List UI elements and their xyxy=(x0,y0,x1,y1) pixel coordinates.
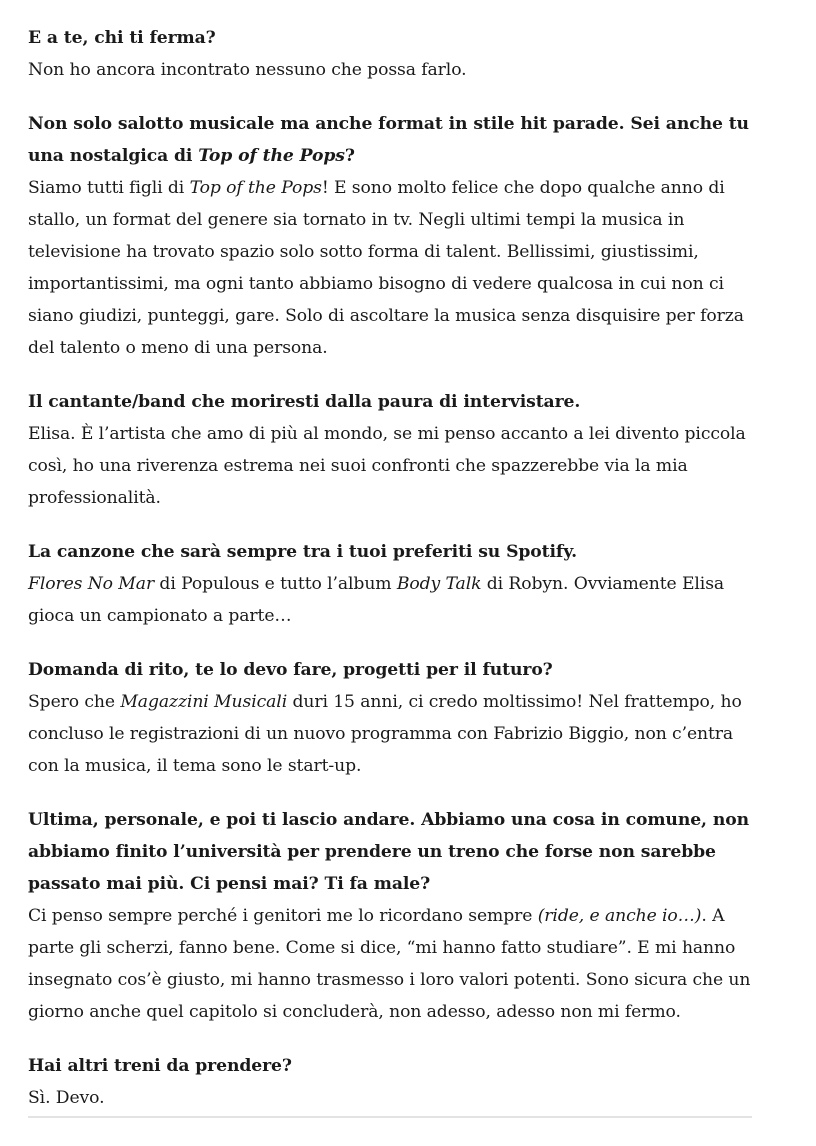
answer-1: Non ho ancora incontrato nessuno che possa farlo. xyxy=(28,60,467,80)
question-3: Il cantante/band che moriresti dalla paura di intervistare. xyxy=(28,392,581,412)
answer-5: Spero che Magazzini Musicali duri 15 anni, ci credo moltissimo! Nel frattempo, ho concluso le registrazioni di un nuovo programma con Fabrizio Biggio, non c’entra con la musica, il tema sono le start-up. xyxy=(28,692,742,776)
question-5: Domanda di rito, te lo devo fare, progetti per il futuro? xyxy=(28,660,553,680)
question-7: Hai altri treni da prendere? xyxy=(28,1056,292,1076)
qa-block-2 xyxy=(28,108,768,364)
answer-2: Siamo tutti figli di Top of the Pops! E sono molto felice che dopo qualche anno di stallo, un format del genere sia tornato in tv. Negli ultimi tempi la musica in televisione ha trovato spazio solo sotto forma di talent. Bellissimi, giustissimi, importantissimi, ma ogni tanto abbiamo bisogno di vedere qualcosa in cui non ci siano giudizi, punteggi, gare. Solo di ascoltare la musica senza disquisire per forza del talento o meno di una persona. xyxy=(28,178,744,358)
qa-block-1 xyxy=(28,22,768,86)
qa-block-7 xyxy=(28,1050,768,1114)
answer-7: Sì. Devo. xyxy=(28,1088,105,1108)
answer-6: Ci penso sempre perché i genitori me lo ricordano sempre (ride, e anche io…). A parte gli scherzi, fanno bene. Come si dice, “mi hanno fatto studiare”. E mi hanno insegnato cos’è giusto, mi hanno trasmesso i loro valori potenti. Sono sicura che un giorno anche quel capitolo si concluderà, non adesso, adesso non mi fermo. xyxy=(28,906,751,1022)
stage-direction: (ride, e anche io…) xyxy=(537,906,702,926)
answer-4: Flores No Mar di Populous e tutto l’album Body Talk di Robyn. Ovviamente Elisa gioca un campionato a parte… xyxy=(28,574,725,626)
show-title-top-of-the-pops: Top of the Pops xyxy=(198,146,345,166)
qa-block-5 xyxy=(28,654,768,782)
album-title: Body Talk xyxy=(396,574,482,594)
question-2: Non solo salotto musicale ma anche format in stile hit parade. Sei anche tu una nostalgica di Top of the Pops? xyxy=(28,114,749,166)
question-1: E a te, chi ti ferma? xyxy=(28,28,216,48)
show-title-magazzini-musicali: Magazzini Musicali xyxy=(120,692,288,712)
song-title: Flores No Mar xyxy=(28,574,155,594)
question-6: Ultima, personale, e poi ti lascio andare. Abbiamo una cosa in comune, non abbiamo finito l’università per prendere un treno che forse non sarebbe passato mai più. Ci pensi mai? Ti fa male? xyxy=(28,810,749,894)
qa-block-3 xyxy=(28,386,768,514)
qa-block-4 xyxy=(28,536,768,632)
bottom-divider xyxy=(28,1116,752,1118)
show-title-top-of-the-pops: Top of the Pops xyxy=(189,178,322,198)
qa-block-6 xyxy=(28,804,768,1028)
question-4: La canzone che sarà sempre tra i tuoi preferiti su Spotify. xyxy=(28,542,578,562)
answer-3: Elisa. È l’artista che amo di più al mondo, se mi penso accanto a lei divento piccola così, ho una riverenza estrema nei suoi confronti che spazzerebbe via la mia professionalità. xyxy=(28,424,746,508)
